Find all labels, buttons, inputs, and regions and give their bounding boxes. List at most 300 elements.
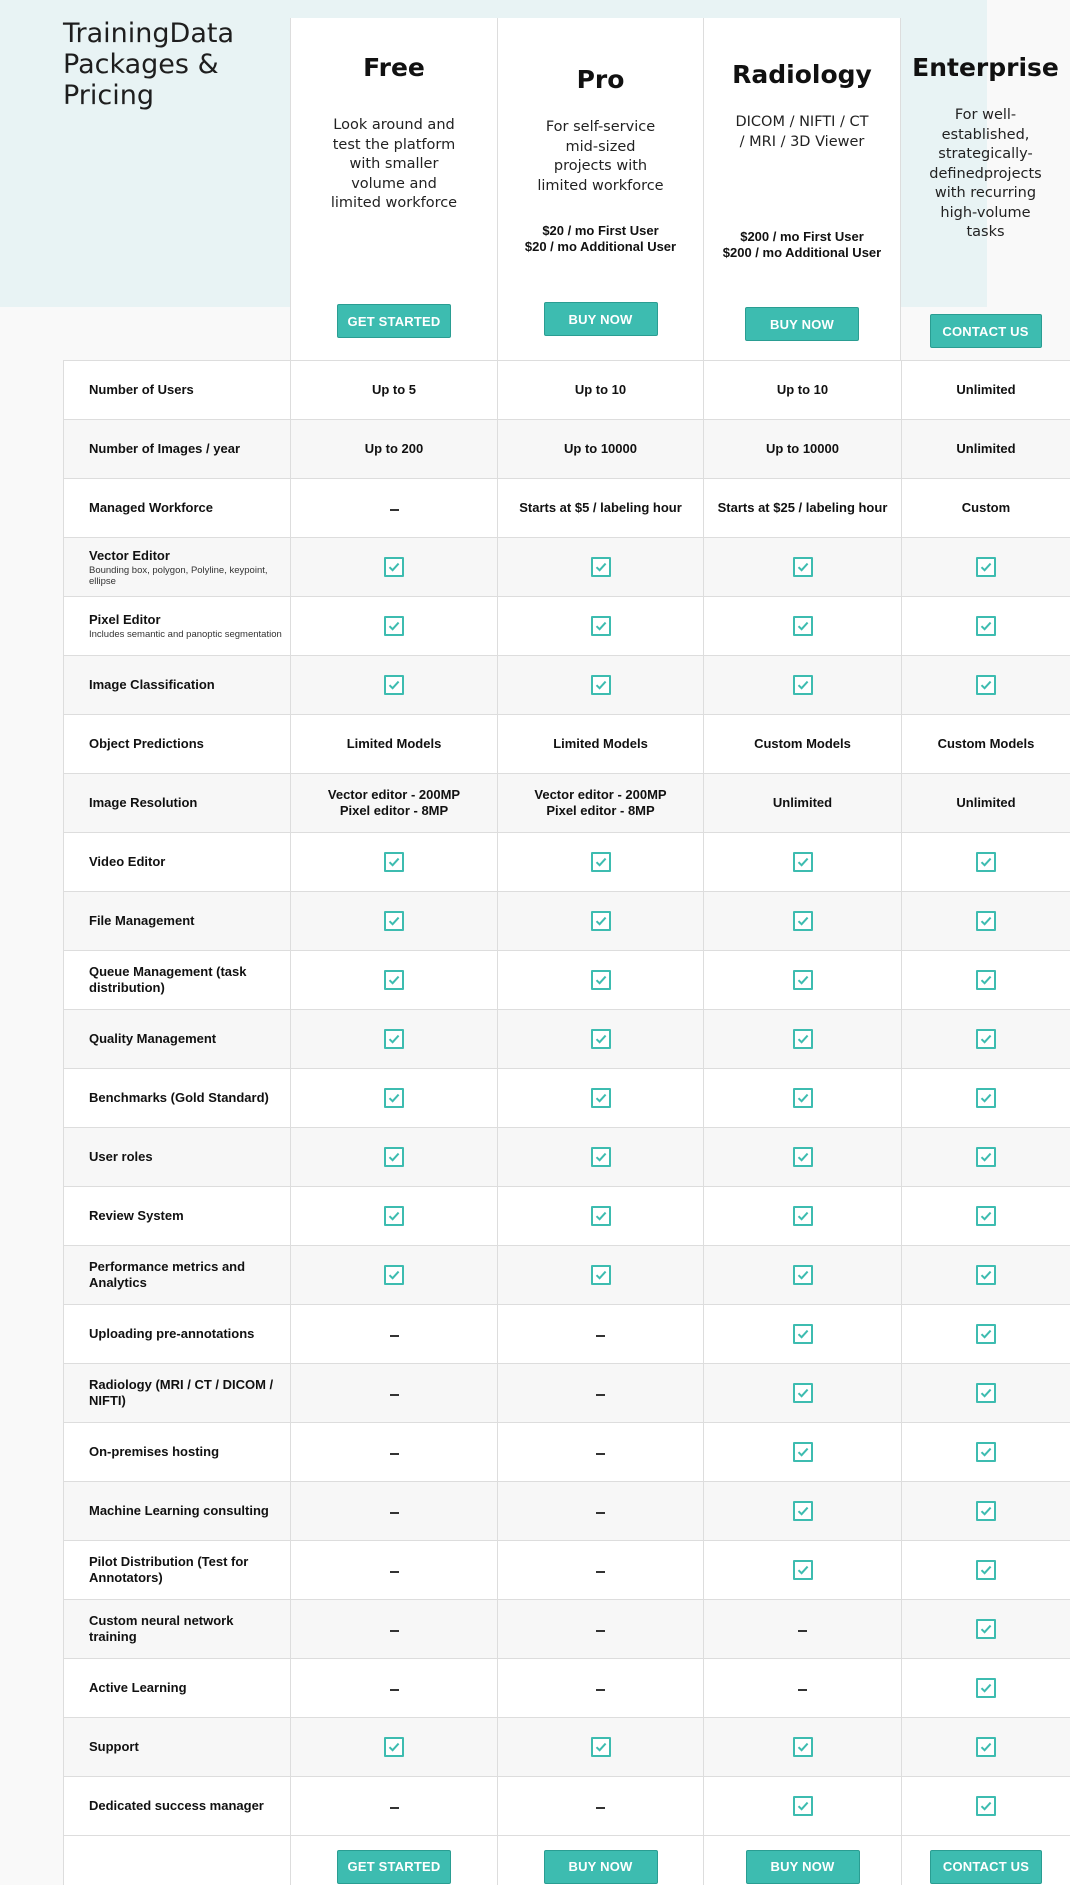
feature-value-cell xyxy=(497,1364,703,1422)
feature-value: Up to 10000 xyxy=(766,441,839,456)
dash-icon xyxy=(390,1453,399,1455)
checkbox-checked-icon xyxy=(793,1029,813,1049)
feature-label-cell xyxy=(63,951,290,1009)
checkbox-checked-icon xyxy=(793,1088,813,1108)
dash-icon xyxy=(596,1571,605,1573)
checkbox-checked-icon xyxy=(976,1442,996,1462)
checkbox-checked-icon xyxy=(591,1737,611,1757)
feature-value-cell xyxy=(901,1482,1070,1540)
feature-value-cell xyxy=(497,656,703,714)
checkbox-checked-icon xyxy=(976,1088,996,1108)
table-row xyxy=(63,892,1070,951)
feature-label-cell xyxy=(63,1187,290,1245)
dash-icon xyxy=(390,1807,399,1809)
price-additional-user: $20 / mo Additional User xyxy=(524,239,677,254)
feature-value-cell xyxy=(497,1777,703,1835)
dash-icon xyxy=(596,1807,605,1809)
feature-value: Limited Models xyxy=(553,736,648,751)
feature-value-cell xyxy=(497,1069,703,1127)
table-row xyxy=(63,1718,1070,1777)
checkbox-checked-icon xyxy=(793,1324,813,1344)
feature-value-cell xyxy=(703,1718,901,1776)
feature-value-cell xyxy=(290,1305,497,1363)
checkbox-checked-icon xyxy=(591,852,611,872)
feature-label-cell xyxy=(63,479,290,537)
feature-label: File Management xyxy=(89,913,195,928)
dash-icon xyxy=(596,1689,605,1691)
feature-value-cell xyxy=(901,1364,1070,1422)
dash-icon xyxy=(390,509,399,511)
feature-value: Unlimited xyxy=(956,795,1016,810)
checkbox-checked-icon xyxy=(591,1029,611,1049)
feature-value-cell xyxy=(901,774,1070,832)
checkbox-checked-icon xyxy=(976,675,996,695)
feature-label: Object Predictions xyxy=(89,736,204,751)
checkbox-checked-icon xyxy=(793,1442,813,1462)
feature-value-cell xyxy=(497,1718,703,1776)
checkbox-checked-icon xyxy=(976,1796,996,1816)
checkbox-checked-icon xyxy=(793,616,813,636)
feature-value-cell xyxy=(703,420,901,478)
table-row xyxy=(63,951,1070,1010)
feature-value-cell xyxy=(497,1305,703,1363)
feature-value-cell xyxy=(901,1600,1070,1658)
feature-value: Custom Models xyxy=(937,736,1035,751)
feature-value-cell xyxy=(497,1246,703,1304)
feature-value-cell xyxy=(497,538,703,596)
dash-icon xyxy=(390,1512,399,1514)
checkbox-checked-icon xyxy=(384,557,404,577)
feature-value-cell xyxy=(497,1010,703,1068)
table-row xyxy=(63,656,1070,715)
checkbox-checked-icon xyxy=(384,911,404,931)
plan-description: DICOM / NIFTI / CT / MRI / 3D Viewer xyxy=(735,114,869,150)
checkbox-checked-icon xyxy=(591,1265,611,1285)
feature-value-cell xyxy=(703,951,901,1009)
footer-label-cell xyxy=(63,1836,290,1885)
feature-value-cell xyxy=(703,1246,901,1304)
checkbox-checked-icon xyxy=(976,1560,996,1580)
feature-value-cell xyxy=(901,715,1070,773)
table-row xyxy=(63,1482,1070,1541)
feature-value-cell xyxy=(703,656,901,714)
feature-value: Custom Models xyxy=(754,736,851,751)
feature-value: Up to 10 xyxy=(574,382,627,397)
feature-value: Up to 10 xyxy=(776,382,829,397)
table-row xyxy=(63,420,1070,479)
checkbox-checked-icon xyxy=(384,1737,404,1757)
feature-value-cell xyxy=(901,420,1070,478)
buy-now-button[interactable]: BUY NOW xyxy=(544,302,658,336)
feature-value-cell xyxy=(901,1659,1070,1717)
feature-value: Limited Models xyxy=(346,736,442,751)
feature-value-cell xyxy=(290,597,497,655)
feature-value-cell xyxy=(290,892,497,950)
feature-value-cell xyxy=(290,1482,497,1540)
get-started-button[interactable]: GET STARTED xyxy=(337,304,451,338)
checkbox-checked-icon xyxy=(384,616,404,636)
price-first-user: $200 / mo First User xyxy=(740,229,864,244)
feature-value: Vector editor - 200MP Pixel editor - 8MP xyxy=(327,787,461,818)
feature-label: Review System xyxy=(89,1208,184,1223)
page-title: TrainingData Packages & Pricing xyxy=(63,18,235,111)
feature-label: Machine Learning consulting xyxy=(89,1503,269,1518)
feature-label: Queue Management (task distribution) xyxy=(89,964,247,995)
checkbox-checked-icon xyxy=(591,675,611,695)
feature-value-cell xyxy=(290,1364,497,1422)
feature-value-cell xyxy=(703,1777,901,1835)
checkbox-checked-icon xyxy=(591,970,611,990)
checkbox-checked-icon xyxy=(591,1147,611,1167)
feature-value-cell xyxy=(901,538,1070,596)
feature-value-cell xyxy=(497,951,703,1009)
table-row xyxy=(63,479,1070,538)
feature-label: Support xyxy=(89,1739,139,1754)
plan-name: Enterprise xyxy=(912,53,1059,82)
checkbox-checked-icon xyxy=(384,1206,404,1226)
plan-description: For self-service mid-sized projects with limited workforce xyxy=(537,119,664,194)
feature-label-cell xyxy=(63,1305,290,1363)
dash-icon xyxy=(596,1335,605,1337)
plan-name: Free xyxy=(363,53,425,82)
feature-sublabel: Includes semantic and panoptic segmentation xyxy=(89,629,282,640)
plan-name: Radiology xyxy=(732,60,872,89)
checkbox-checked-icon xyxy=(976,911,996,931)
feature-value-cell xyxy=(703,892,901,950)
checkbox-checked-icon xyxy=(793,1206,813,1226)
checkbox-checked-icon xyxy=(793,1501,813,1521)
feature-label-cell xyxy=(63,833,290,891)
feature-label-cell xyxy=(63,715,290,773)
table-row xyxy=(63,538,1070,597)
feature-value-cell xyxy=(290,1128,497,1186)
feature-label: On-premises hosting xyxy=(89,1444,220,1459)
feature-label: User roles xyxy=(89,1149,153,1164)
feature-value-cell xyxy=(703,715,901,773)
feature-value-cell xyxy=(497,774,703,832)
feature-value-cell xyxy=(290,420,497,478)
checkbox-checked-icon xyxy=(976,1383,996,1403)
feature-sublabel: Bounding box, polygon, Polyline, keypoint, ellipse xyxy=(89,564,268,587)
feature-value-cell xyxy=(497,1128,703,1186)
checkbox-checked-icon xyxy=(976,1501,996,1521)
feature-value-cell xyxy=(497,1600,703,1658)
feature-value-cell xyxy=(497,715,703,773)
checkbox-checked-icon xyxy=(976,1265,996,1285)
contact-us-button[interactable]: CONTACT US xyxy=(930,314,1042,348)
footer-get-started-button[interactable]: GET STARTED xyxy=(337,1850,451,1884)
feature-label: Custom neural network training xyxy=(89,1613,234,1644)
checkbox-checked-icon xyxy=(976,1029,996,1049)
buy-now-button[interactable]: BUY NOW xyxy=(745,307,859,341)
table-row xyxy=(63,1423,1070,1482)
feature-value-cell xyxy=(290,1187,497,1245)
feature-label-cell xyxy=(63,774,290,832)
feature-label-cell xyxy=(63,1541,290,1599)
dash-icon xyxy=(390,1335,399,1337)
feature-label-cell xyxy=(63,892,290,950)
feature-value-cell xyxy=(703,1482,901,1540)
feature-value-cell xyxy=(497,361,703,419)
plan-price xyxy=(498,223,703,255)
checkbox-checked-icon xyxy=(591,911,611,931)
checkbox-checked-icon xyxy=(793,1560,813,1580)
table-row xyxy=(63,1541,1070,1600)
footer-contact-us-button[interactable]: CONTACT US xyxy=(930,1850,1042,1884)
feature-value-cell xyxy=(703,1541,901,1599)
feature-label-cell xyxy=(63,420,290,478)
feature-value: Starts at $5 / labeling hour xyxy=(519,500,682,515)
feature-value-cell xyxy=(290,1010,497,1068)
feature-label: Video Editor xyxy=(89,854,166,869)
plan-card-free xyxy=(290,18,497,360)
feature-value-cell xyxy=(901,1010,1070,1068)
feature-label-cell xyxy=(63,361,290,419)
feature-value-cell xyxy=(901,1541,1070,1599)
price-additional-user: $200 / mo Additional User xyxy=(722,245,882,260)
table-row xyxy=(63,1069,1070,1128)
feature-value-cell xyxy=(703,833,901,891)
feature-value-cell xyxy=(290,361,497,419)
checkbox-checked-icon xyxy=(384,1265,404,1285)
feature-label: Performance metrics and Analytics xyxy=(89,1259,246,1290)
feature-value-cell xyxy=(290,1541,497,1599)
table-row xyxy=(63,1305,1070,1364)
checkbox-checked-icon xyxy=(793,675,813,695)
checkbox-checked-icon xyxy=(384,1029,404,1049)
feature-value: Up to 5 xyxy=(371,382,417,397)
feature-value-cell xyxy=(703,1423,901,1481)
dash-icon xyxy=(390,1630,399,1632)
feature-value-cell xyxy=(290,1069,497,1127)
dash-icon xyxy=(798,1630,807,1632)
dash-icon xyxy=(798,1689,807,1691)
feature-comparison-table xyxy=(63,360,1070,1885)
checkbox-checked-icon xyxy=(793,1737,813,1757)
feature-label: Pixel Editor xyxy=(89,612,161,627)
feature-value-cell xyxy=(290,1423,497,1481)
feature-label-cell xyxy=(63,656,290,714)
table-row xyxy=(63,715,1070,774)
feature-value-cell xyxy=(703,1010,901,1068)
feature-value-cell xyxy=(497,1187,703,1245)
feature-value-cell xyxy=(703,361,901,419)
dash-icon xyxy=(596,1394,605,1396)
feature-value-cell xyxy=(497,1541,703,1599)
feature-value: Up to 10000 xyxy=(564,441,637,456)
feature-value-cell xyxy=(901,597,1070,655)
plan-name: Pro xyxy=(576,65,625,94)
feature-value-cell xyxy=(497,479,703,537)
checkbox-checked-icon xyxy=(976,1147,996,1167)
feature-label-cell xyxy=(63,597,290,655)
feature-value-cell xyxy=(901,833,1070,891)
feature-label-cell xyxy=(63,1777,290,1835)
feature-value-cell xyxy=(901,656,1070,714)
feature-value-cell xyxy=(703,538,901,596)
checkbox-checked-icon xyxy=(976,1678,996,1698)
checkbox-checked-icon xyxy=(591,1088,611,1108)
table-row xyxy=(63,1659,1070,1718)
feature-label: Image Resolution xyxy=(89,795,198,810)
feature-label: Number of Images / year xyxy=(89,441,240,456)
table-row xyxy=(63,1600,1070,1659)
feature-value-cell xyxy=(901,951,1070,1009)
checkbox-checked-icon xyxy=(384,1147,404,1167)
table-row xyxy=(63,1777,1070,1836)
feature-label-cell xyxy=(63,1010,290,1068)
feature-value-cell xyxy=(290,479,497,537)
checkbox-checked-icon xyxy=(976,1737,996,1757)
feature-label: Pilot Distribution (Test for Annotators) xyxy=(89,1554,249,1585)
dash-icon xyxy=(390,1689,399,1691)
feature-label: Image Classification xyxy=(89,677,215,692)
dash-icon xyxy=(596,1512,605,1514)
checkbox-checked-icon xyxy=(976,616,996,636)
feature-value-cell xyxy=(290,833,497,891)
feature-value-cell xyxy=(290,1659,497,1717)
table-row xyxy=(63,1364,1070,1423)
feature-value: Unlimited xyxy=(956,382,1016,397)
feature-value: Vector editor - 200MP Pixel editor - 8MP xyxy=(534,787,667,818)
checkbox-checked-icon xyxy=(793,557,813,577)
checkbox-checked-icon xyxy=(591,1206,611,1226)
plan-card-radiology xyxy=(703,18,901,360)
checkbox-checked-icon xyxy=(384,970,404,990)
feature-value-cell xyxy=(901,1187,1070,1245)
table-row xyxy=(63,1010,1070,1069)
feature-value-cell xyxy=(703,1305,901,1363)
feature-label: Benchmarks (Gold Standard) xyxy=(89,1090,269,1105)
dash-icon xyxy=(390,1394,399,1396)
feature-value-cell xyxy=(901,892,1070,950)
feature-value-cell xyxy=(290,774,497,832)
feature-value-cell xyxy=(497,833,703,891)
feature-label: Vector Editor xyxy=(89,547,170,563)
checkbox-checked-icon xyxy=(976,1619,996,1639)
footer-buy-now-button[interactable]: BUY NOW xyxy=(544,1850,658,1884)
checkbox-checked-icon xyxy=(976,557,996,577)
feature-value-cell xyxy=(703,1659,901,1717)
feature-value: Up to 200 xyxy=(364,441,424,456)
feature-label-cell xyxy=(63,1659,290,1717)
feature-value-cell xyxy=(901,1718,1070,1776)
feature-label-cell xyxy=(63,1718,290,1776)
table-row xyxy=(63,1246,1070,1305)
feature-value-cell xyxy=(497,1659,703,1717)
footer-cta-row xyxy=(63,1836,1070,1885)
feature-label: Active Learning xyxy=(89,1680,187,1695)
table-row xyxy=(63,1128,1070,1187)
feature-value: Starts at $25 / labeling hour xyxy=(717,500,888,515)
footer-cta-cell xyxy=(703,1836,901,1885)
checkbox-checked-icon xyxy=(384,852,404,872)
price-first-user: $20 / mo First User xyxy=(542,223,659,238)
checkbox-checked-icon xyxy=(591,557,611,577)
feature-label-cell xyxy=(63,1364,290,1422)
feature-value-cell xyxy=(703,479,901,537)
feature-value-cell xyxy=(290,1718,497,1776)
feature-label: Uploading pre-annotations xyxy=(89,1326,255,1341)
feature-value-cell xyxy=(703,1600,901,1658)
feature-label: Quality Management xyxy=(89,1031,217,1046)
feature-label-cell xyxy=(63,538,290,596)
checkbox-checked-icon xyxy=(793,970,813,990)
feature-value-cell xyxy=(290,656,497,714)
feature-value-cell xyxy=(497,420,703,478)
feature-value-cell xyxy=(290,1600,497,1658)
checkbox-checked-icon xyxy=(793,852,813,872)
footer-cta-cell xyxy=(901,1836,1070,1885)
feature-value-cell xyxy=(703,597,901,655)
feature-value-cell xyxy=(497,1423,703,1481)
feature-value-cell xyxy=(901,1128,1070,1186)
feature-value: Unlimited xyxy=(956,441,1016,456)
feature-value-cell xyxy=(497,1482,703,1540)
feature-label-cell xyxy=(63,1069,290,1127)
feature-value: Custom xyxy=(961,500,1011,515)
feature-value-cell xyxy=(703,1364,901,1422)
feature-value-cell xyxy=(901,1069,1070,1127)
feature-value-cell xyxy=(290,1246,497,1304)
feature-label: Radiology (MRI / CT / DICOM / NIFTI) xyxy=(89,1377,274,1408)
feature-label: Managed Workforce xyxy=(89,500,214,515)
feature-value-cell xyxy=(703,1187,901,1245)
feature-value-cell xyxy=(901,361,1070,419)
checkbox-checked-icon xyxy=(976,1324,996,1344)
checkbox-checked-icon xyxy=(793,1383,813,1403)
checkbox-checked-icon xyxy=(793,911,813,931)
feature-value-cell xyxy=(901,1777,1070,1835)
feature-value-cell xyxy=(497,892,703,950)
checkbox-checked-icon xyxy=(976,852,996,872)
table-row xyxy=(63,1187,1070,1246)
plan-description: For well-established, strategically-definedprojects with recurring high-volume tasks xyxy=(929,107,1042,240)
feature-label-cell xyxy=(63,1246,290,1304)
table-row xyxy=(63,833,1070,892)
checkbox-checked-icon xyxy=(384,675,404,695)
feature-label-cell xyxy=(63,1423,290,1481)
plan-description: Look around and test the platform with smaller volume and limited workforce xyxy=(330,117,458,211)
feature-value-cell xyxy=(901,1246,1070,1304)
feature-label-cell xyxy=(63,1128,290,1186)
dash-icon xyxy=(390,1571,399,1573)
feature-value: Unlimited xyxy=(772,795,833,810)
feature-label: Number of Users xyxy=(89,382,194,397)
checkbox-checked-icon xyxy=(976,970,996,990)
feature-label-cell xyxy=(63,1482,290,1540)
footer-buy-now-button[interactable]: BUY NOW xyxy=(746,1850,860,1884)
dash-icon xyxy=(596,1453,605,1455)
feature-value-cell xyxy=(901,479,1070,537)
checkbox-checked-icon xyxy=(793,1796,813,1816)
plan-card-enterprise xyxy=(901,18,1070,360)
table-row xyxy=(63,361,1070,420)
feature-label-cell xyxy=(63,1600,290,1658)
feature-value-cell xyxy=(290,951,497,1009)
feature-value-cell xyxy=(703,774,901,832)
checkbox-checked-icon xyxy=(793,1147,813,1167)
plan-card-pro xyxy=(497,18,703,360)
checkbox-checked-icon xyxy=(384,1088,404,1108)
feature-value-cell xyxy=(497,597,703,655)
feature-value-cell xyxy=(703,1128,901,1186)
plan-price xyxy=(704,229,900,261)
table-row xyxy=(63,597,1070,656)
feature-value-cell xyxy=(290,715,497,773)
checkbox-checked-icon xyxy=(793,1265,813,1285)
footer-cta-cell xyxy=(497,1836,703,1885)
